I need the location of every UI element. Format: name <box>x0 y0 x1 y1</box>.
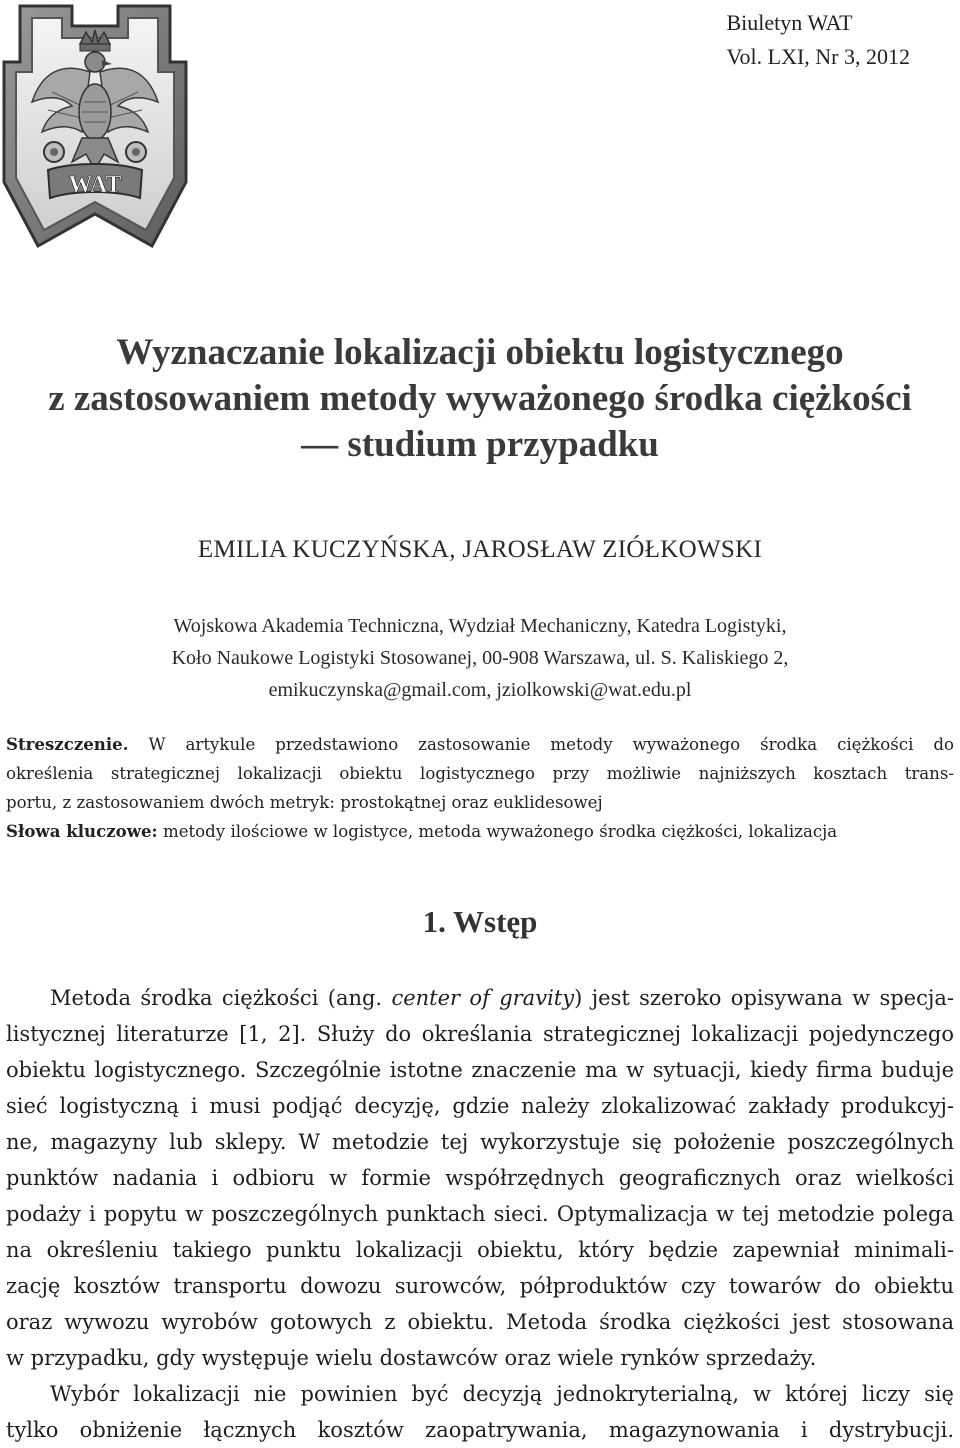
body-line-1-post: ) jest szeroko opisywana w specja- <box>574 986 954 1010</box>
affiliation-line-3: emikuczynska@gmail.com, jziolkowski@wat.edu.pl <box>268 679 692 701</box>
body-line-3: obiektu logistycznego. Szczególnie istotne znaczenie ma w sytuacji, kiedy firma buduje <box>6 1058 954 1082</box>
wat-emblem-logo <box>2 2 188 250</box>
wat-emblem-graphic <box>2 2 188 250</box>
body-line-12: Wybór lokalizacji nie powinien być decyzją jednokryterialną, w której liczy się <box>50 1382 954 1406</box>
body-line-6: punktów nadania i odbioru w formie współrzędnych geograficznych oraz wielkości <box>6 1166 954 1190</box>
affiliation-line-2: Koło Naukowe Logistyki Stosowanej, 00-908 Warszawa, ul. S. Kaliskiego 2, <box>171 647 789 669</box>
title-line-1: Wyznaczanie lokalizacji obiektu logistycznego <box>116 332 844 373</box>
body-line-8: na określeniu takiego punktu lokalizacji obiektu, który będzie zapewniał minimali- <box>6 1238 954 1262</box>
authors: EMILIA KUCZYŃSKA, JAROSŁAW ZIÓŁKOWSKI <box>197 536 763 563</box>
title-line-2: z zastosowaniem metody wyważonego środka ciężkości <box>48 378 912 419</box>
affiliation <box>0 610 960 706</box>
body-text <box>6 980 954 1448</box>
body-line-7: podaży i popytu w poszczególnych punktach sieci. Optymalizacja w tej metodzie polega <box>6 1202 954 1226</box>
keywords-label: Słowa kluczowe: <box>6 821 158 841</box>
keywords-line <box>6 817 954 846</box>
body-line-1-italic: center of gravity <box>391 986 575 1010</box>
body-line-5: ne, magazyny lub sklepy. W metodzie tej wykorzystuje się położenie poszczególnych <box>6 1130 954 1154</box>
body-line-11: w przypadku, gdy występuje wielu dostawców oraz wiele rynków sprzedaży. <box>6 1346 817 1370</box>
journal-volume: Vol. LXI, Nr 3, 2012 <box>726 44 910 69</box>
abstract-line-2: określenia strategicznej lokalizacji obiektu logistycznego przy możliwie najniższych kosztach trans- <box>6 764 954 783</box>
abstract <box>6 730 954 846</box>
body-line-1 <box>6 980 954 1016</box>
body-line-9: zację kosztów transportu dowozu surowców, półproduktów czy towarów do obiektu <box>6 1274 954 1298</box>
body-line-13: tylko obniżenie łącznych kosztów zaopatrywania, magazynowania i dystrybucji. <box>6 1418 954 1442</box>
body-line-4: sieć logistyczną i musi podjąć decyzję, gdzie należy zlokalizować zakłady produkcyj- <box>6 1094 954 1118</box>
abstract-line-1 <box>6 730 954 759</box>
affiliation-line-1: Wojskowa Akademia Techniczna, Wydział Mechaniczny, Katedra Logistyki, <box>173 615 787 637</box>
body-line-10: oraz wywozu wyrobów gotowych z obiektu. Metoda środka ciężkości jest stosowana <box>6 1310 954 1334</box>
keywords-text: metody ilościowe w logistyce, metoda wyważonego środka ciężkości, lokalizacja <box>157 822 838 841</box>
abstract-text-1: W artykule przedstawiono zastosowanie metody wyważonego środka ciężkości do <box>128 735 954 754</box>
abstract-line-3: portu, z zastosowaniem dwóch metryk: prostokątnej oraz euklidesowej <box>6 793 603 812</box>
abstract-label: Streszczenie. <box>6 734 129 754</box>
body-line-2: listycznej literaturze [1, 2]. Służy do określania strategicznej lokalizacji pojedynczego <box>6 1022 954 1046</box>
journal-name: Biuletyn WAT <box>726 10 853 35</box>
section-heading: 1. Wstęp <box>422 904 538 939</box>
body-line-1-pre: Metoda środka ciężkości (ang. <box>50 986 392 1010</box>
article-title <box>0 330 960 468</box>
wat-emblem-text: WAT <box>68 172 122 198</box>
title-line-3: — studium przypadku <box>301 424 659 465</box>
journal-header <box>726 6 910 74</box>
